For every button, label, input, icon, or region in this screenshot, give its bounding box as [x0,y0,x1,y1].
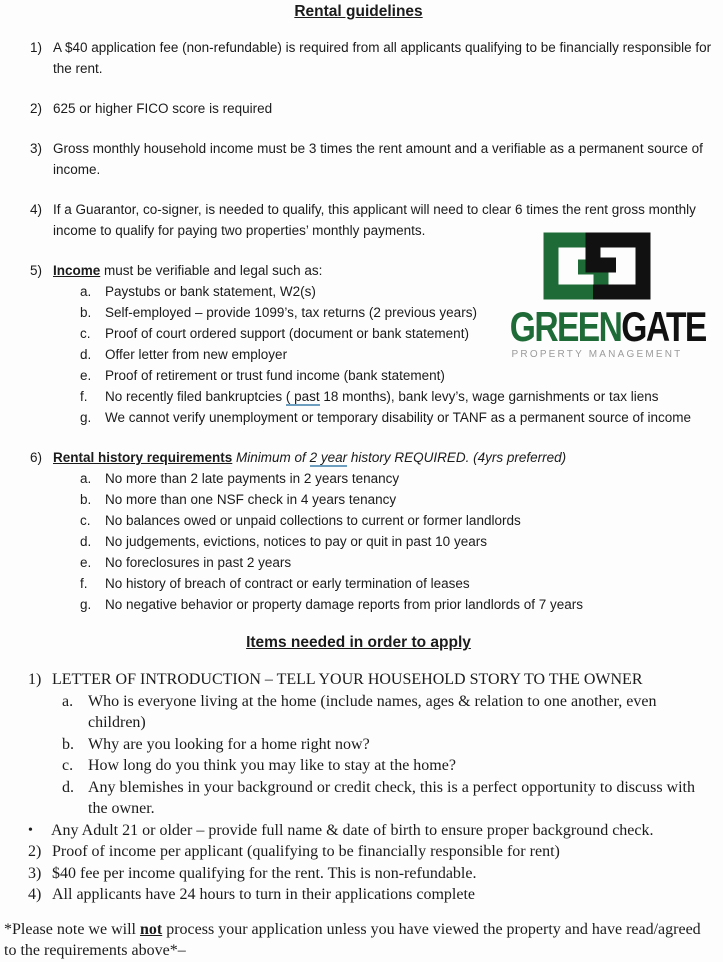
item-number: 3) [28,864,42,882]
sub-letter: a. [80,284,92,299]
apply-item-4 [28,884,717,906]
sub-text: No negative behavior or property damage reports from prior landlords of 7 years [105,597,583,612]
items-needed-list [0,669,717,906]
brand-name-black: GATE [621,303,706,350]
greengate-monogram-icon [535,226,659,306]
sub-letter: b. [80,492,92,507]
sub-item [80,489,717,510]
sub-text: Paystubs or bank statement, W2(s) [105,284,316,299]
sub-letter: g. [80,597,92,612]
item-number: 3) [30,141,43,156]
list-item [30,138,717,180]
grammar-check-underline: ( past [285,389,320,404]
footnote [4,919,717,962]
item-text: All applicants have 24 hours to turn in their applications complete [52,886,476,903]
item-number: 4) [30,202,43,217]
sub-item [80,386,717,407]
sub-text-pre: No recently filed bankruptcies [105,389,286,404]
sub-item [80,468,717,489]
brand-tagline: PROPERTY MANAGEMENT [511,349,683,360]
guideline-item-2 [0,98,717,119]
income-keyword: Income [53,263,101,278]
item-text: LETTER OF INTRODUCTION – TELL YOUR HOUSEHOLD STORY TO THE OWNER [52,671,643,688]
sub-text: No more than one NSF check in 4 years tenancy [105,492,397,507]
sub-letter: d. [62,778,74,796]
apply-item-2 [28,841,717,863]
item-text: $40 fee per income qualifying for the rent. This is non-refundable. [52,864,477,882]
item-text: Proof of income per applicant (qualifying to be financially responsible for rent) [52,843,560,860]
sub-letter: e. [80,368,92,383]
sub-text: Offer letter from new employer [105,347,288,362]
sub-text: We cannot verify unemployment or temporary disability or TANF as a permanent source of income [105,410,692,425]
sub-letter: g. [80,410,92,425]
item-number: 4) [28,886,42,903]
list-item [30,37,717,79]
sub-item [80,573,717,594]
item-text-rest: must be verifiable and legal such as: [100,263,323,278]
item-number: 2) [30,101,43,116]
footnote-pre: *Please note we will [4,920,140,938]
sub-text: Proof of retirement or trust fund income (bank statement) [105,368,445,383]
rental-history-keyword: Rental history requirements [53,450,233,465]
sub-letter: d. [80,534,92,549]
sub-letter: a. [80,471,92,486]
sub-text: Any blemishes in your background or credit check, this is a perfect opportunity to discuss with the owner. [88,778,695,817]
guideline-item-6 [0,447,717,615]
item-number: 1) [30,40,43,55]
sub-letter: f. [80,576,88,591]
grammar-check-underline: 2 year [309,450,348,465]
item-number: 5) [30,263,43,278]
sub-letter: a. [62,692,74,710]
sub-text: No foreclosures in past 2 years [105,555,292,570]
sub-text: Self-employed – provide 1099’s, tax returns (2 previous years) [105,305,477,320]
bullet-text: Any Adult 21 or older – provide full name & date of birth to ensure proper background check. [51,821,654,839]
sub-text-post: 18 months), bank levy’s, wage garnishments or tax liens [319,389,659,404]
sub-text: Proof of court ordered support (document or bank statement) [105,326,469,341]
sub-text: No balances owed or unpaid collections to current or former landlords [105,513,521,528]
list-item [30,447,717,468]
sub-item [62,734,717,756]
bullet-icon: • [28,822,33,838]
sub-letter: c. [80,513,91,528]
item-text: Gross monthly household income must be 3 times the rent amount and a verifiable as a permanent source of income. [53,141,703,177]
sub-text: Who is everyone living at the home (include names, ages & relation to one another, even children) [88,692,657,731]
sub-text: No more than 2 late payments in 2 years tenancy [105,471,400,486]
item-text: 625 or higher FICO score is required [53,101,273,116]
sub-item [80,365,717,386]
brand-name-green: GREEN [509,303,622,350]
sub-item [80,407,717,428]
guideline-item-3 [0,138,717,180]
sub-item [62,777,717,820]
sub-letter: c. [80,326,91,341]
sub-item [80,552,717,573]
bullet-item [28,820,717,842]
item-text: If a Guarantor, co-signer, is needed to qualify, this applicant will need to clear 6 times the rent gross monthly income to qualify for paying two properties’ monthly payments. [53,202,696,238]
sub-item [80,594,717,615]
sub-text [105,386,717,407]
item-text-italic: history REQUIRED. (4yrs preferred) [347,450,567,465]
sub-item [80,531,717,552]
item-text [53,447,717,468]
sub-letter: d. [80,347,92,362]
sub-letter: b. [62,735,74,753]
sub-letter: f. [80,389,88,404]
apply-item-1 [0,669,717,820]
apply-item-3 [28,863,717,885]
sub-text: Why are you looking for a home right now? [88,735,370,753]
item-number: 2) [28,843,42,860]
sub-item [62,691,717,734]
greengate-logo [488,226,706,360]
sub-letter: e. [80,555,92,570]
sub-letter: b. [80,305,92,320]
item-number: 6) [30,450,43,465]
sub-item [62,755,717,777]
sub-text: How long do you think you may like to stay at the home? [88,757,456,774]
list-item [30,98,717,119]
sub-text: No judgements, evictions, notices to pay or quit in past 10 years [105,534,487,549]
brand-wordmark [509,303,706,350]
guideline-item-1 [0,37,717,79]
list-item [28,669,717,691]
section-title-items-needed: Items needed in order to apply [246,634,471,651]
page-title: Rental guidelines [294,3,423,20]
footnote-not-emphasis: not [139,920,163,938]
sub-item [80,510,717,531]
item-number: 1) [28,671,42,688]
sub-letter: c. [62,757,74,774]
sub-text: No history of breach of contract or early termination of leases [105,576,470,591]
item-text-italic: Minimum of [232,450,310,465]
item-text: A $40 application fee (non-refundable) is required from all applicants qualifying to be financially responsible for the rent. [53,40,712,76]
footnote-post: process your application unless you have viewed the property and have read/agreed to the requirements above*– [4,920,701,959]
